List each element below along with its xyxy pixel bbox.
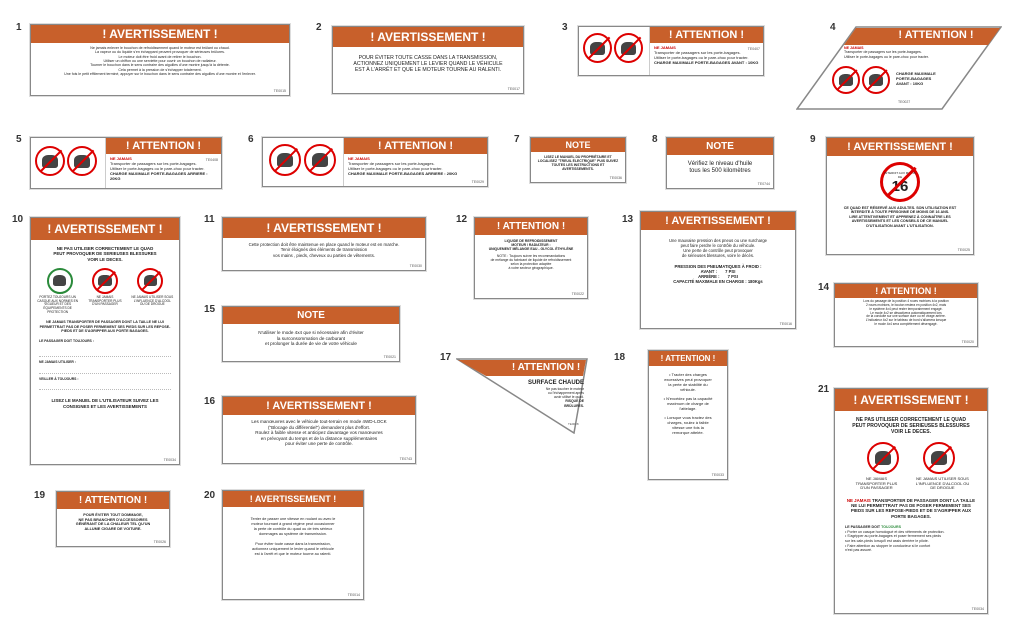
label-text: Ne pas toucher le moteur [545, 387, 584, 392]
label-text: tous les 500 kilomètres [689, 168, 751, 175]
label-number: 2 [316, 22, 322, 33]
label-subheading: VEILLER À TOUJOURS : [39, 376, 79, 381]
label-text: moteur tournant à grand régime peut occasionner [251, 521, 335, 526]
label-text: • Tracter des charges [669, 372, 707, 377]
label-code: TE0034 [163, 458, 176, 462]
label-number: 5 [16, 134, 22, 145]
warning-label-16 [222, 396, 416, 464]
no-passenger-icon [583, 33, 612, 63]
label-text: et prolonger la durée de vie de votre véhicule [265, 341, 357, 346]
label-text: actionnez uniquement le levier quand le véhicule [252, 546, 334, 551]
label-footer: LISEZ LE MANUEL DE L'UTILISATEUR SUIVEZ LES CONSIGNES ET LES AVERTISSEMENTS [51, 398, 159, 410]
warning-label-12 [474, 217, 588, 299]
label-text: Utiliser le porte-bagages ou le pare-choc pour tracter. [654, 55, 749, 60]
label-text: à votre secteur géographique. [508, 266, 554, 271]
label-text: VOIR LE DECES. [890, 429, 931, 435]
label-code: TE0030 [409, 264, 422, 268]
label-text: AVANT : 10KG [896, 80, 924, 86]
label-text: Lors du passage de la position 4 roues motrices à la position [863, 299, 949, 303]
label-code: TE0021 [383, 355, 396, 359]
label-text: la perte de stabilité du [668, 382, 708, 387]
label-text: Utiliser un chiffon ou une serviette pour ouvrir un bouchon de radiateur. [103, 58, 217, 63]
label-text: AVANT : 7 PSI [700, 269, 736, 275]
label-text: peut faire perdre le contrôle du véhicule. [680, 243, 756, 249]
label-number: 4 [830, 22, 836, 33]
no-passenger-icon [269, 144, 301, 176]
label-text: AVERTISSEMENTS ET LES CONSEILS DE CE MANUEL [851, 219, 949, 224]
label-header: ! ATTENTION ! [650, 27, 763, 43]
label-header: ! ATTENTION ! [57, 492, 169, 509]
label-text: NE JAMAIS [654, 45, 676, 50]
label-text: Une perte de contrôle peut provoquer [683, 248, 753, 254]
label-code: TE0744 [757, 182, 770, 186]
label-text: pour éviter une perte de contrôle. [285, 441, 353, 446]
label-text: LISEZ LE MANUEL DU PROPRIÉTAIRE ET [544, 155, 612, 159]
warning-label-1 [30, 24, 290, 96]
label-bullet: • Porter un casque homologué et des vêtements de protection. [845, 529, 945, 534]
label-text: Transporter de passagers sur les porte-bagages. [110, 161, 197, 166]
label-emphasis: NE JAMAIS [846, 497, 871, 503]
no-passenger-icon [92, 268, 118, 294]
warning-label-17 [456, 358, 588, 434]
label-number: 14 [818, 282, 830, 293]
label-code: TE0743 [399, 457, 412, 461]
label-number: 11 [204, 214, 215, 225]
icon-caption: PORTEZ TOUJOURS UN CASQUE AUX NORMES EN VIGUEUR ET DES ÉQUIPEMENTS DE PROTECTION [37, 294, 79, 314]
warning-label-18 [648, 350, 728, 480]
label-text: • Lorsque vous tractez des [664, 415, 712, 420]
label-subheading: LE PASSAGER DOIT [845, 524, 881, 529]
label-text: Ne jamais enlever le bouchon de refroidissement quand le moteur est brûlant ou chaud. [90, 46, 230, 50]
label-text: CE QUAD EST RÉSERVÉ AUX ADULTES. SON UTILISATION EST [843, 206, 957, 210]
label-text: EST À L'ARRÊT ET QUE LE MOTEUR TOURNE AU RALENTI. [354, 67, 502, 74]
label-text: LOCALISEZ "TREUIL ÉLECTRIQUE" PUIS SUIVEZ [537, 159, 619, 164]
label-text: NE JAMAIS [844, 46, 864, 50]
label-code: TE0026 [153, 540, 166, 544]
label-code: TE0015 [273, 89, 286, 93]
label-text: Une fois le petit effilement terminé, appuyer sur le bouchon dans le sens contraire des aiguilles d'une montre et l'enlever. [64, 71, 256, 76]
label-header: ! AVERTISSEMENT ! [223, 397, 415, 415]
label-text: PORTE-BAGAGES [896, 75, 932, 81]
label-text: Vérifiez le niveau d'huile [687, 161, 753, 167]
label-header: ! AVERTISSEMENT ! [333, 27, 523, 47]
label-header: ! ATTENTION ! [106, 138, 221, 154]
label-text: Pour éviter toute casse dans la transmission, [255, 541, 331, 546]
label-text: charges, roulez à faible [667, 420, 709, 425]
warning-label-6 [262, 137, 488, 187]
label-text: Transporter de passagers sur les porte-bagages. [844, 50, 922, 55]
label-text: vos mains , pieds, cheveux ou parties de vêtements. [272, 252, 375, 258]
label-header: ! ATTENTION ! [511, 362, 581, 373]
label-text: PRESSION DES PNEUMATIQUES À FROID : [674, 264, 762, 270]
label-bullet: n'est pas assuré. [845, 548, 873, 553]
warning-label-19 [56, 491, 170, 547]
age-restriction-icon [880, 162, 920, 202]
label-number: 10 [12, 214, 24, 225]
label-text: PEUT PROVOQUER DE SERIEUSES BLESSURES [852, 423, 970, 429]
label-text: Les manœuvres avec le véhicule tout-terrain en mode 4WD-LOCK [251, 419, 387, 424]
label-header: NOTE [223, 307, 399, 324]
warning-label-21 [834, 388, 988, 614]
label-text: Cela permet à la pression de s'échapper totalement. [118, 67, 202, 72]
label-text: la surconsommation de carburant [276, 335, 346, 341]
label-text: Transporter de passagers sur les porte-bagages. [348, 161, 435, 166]
label-text: maximum de charge de [667, 401, 709, 406]
label-text: D'UTILISATION AVANT L'UTILISATION. [866, 223, 934, 228]
label-subheading: LE PASSAGER DOIT TOUJOURS : [39, 339, 94, 344]
label-text: SURFACE CHAUDE [527, 380, 584, 386]
label-text: de la conduite sur une surface dure ou en virage arrière. [866, 314, 946, 319]
label-header: ! AVERTISSEMENT ! [223, 491, 363, 507]
label-paragraph: TRANSPORTER DE PASSAGER DONT LA TAILLE NE LUI PERMETTRAIT PAS DE POSER FERMEMENT SES PIEDS SUR LES REPOSE-PIEDS ET DE S'AGRIPPER AUX PORTE BAGAGES. [850, 497, 976, 519]
no-alcohol-icon [923, 442, 955, 474]
label-number: 19 [34, 490, 46, 501]
label-header: ! AVERTISSEMENT ! [827, 138, 973, 156]
text-lines-placeholder [39, 344, 171, 357]
badge-caption: INTERDIT AUX MOINS DE [884, 171, 916, 179]
label-text: • N'excédez pas la capacité [663, 396, 713, 401]
label-text: l'attelage. [679, 406, 697, 411]
no-passenger-icon [832, 66, 860, 94]
label-number: 1 [16, 22, 22, 33]
label-text: le mode 4x4 sera complètement désengagé. [874, 322, 938, 327]
label-text: remorque attelée. [672, 430, 704, 435]
label-text: de mélange du fabricant de liquide de refroidissement [490, 258, 572, 263]
label-text: Utiliser le porte-bagages ou le pare-choc pour tracter. [348, 166, 443, 171]
helmet-icon [47, 268, 73, 294]
label-text: CHARGE MAXIMALE [896, 71, 936, 76]
warning-label-4 [796, 26, 1002, 110]
label-text: dommages au système de transmission. [259, 531, 327, 536]
label-text: de sérieuses blessures, voire le décès. [681, 253, 755, 259]
warning-label-20 [222, 490, 364, 600]
label-text: avoir utilisé le quad. [554, 395, 584, 400]
label-number: 3 [562, 22, 568, 33]
label-text: selon la protection adaptée [510, 262, 552, 267]
label-number: 15 [204, 304, 216, 315]
label-code: TE0036 [609, 176, 622, 180]
text-lines-placeholder [39, 381, 171, 390]
label-header: ! AVERTISSEMENT ! [31, 218, 179, 240]
label-text: ACTIONNEZ UNIQUEMENT LE LEVIER QUAND LE VÉHICULE [353, 61, 503, 68]
label-text: Le moteur doit être froid avant de retirer le bouchon. [118, 54, 202, 59]
label-header: ! AVERTISSEMENT ! [31, 25, 289, 43]
label-code: TE0020 [961, 340, 974, 344]
label-text: Cette protection doit être maintenue en place quand le moteur est en marche. [248, 242, 400, 247]
no-passenger-icon [867, 442, 899, 474]
label-text: est à l'arrêt et que le moteur tourne au ralenti. [254, 551, 332, 556]
label-text: en prévoyant du temps et de la distance supplémentaires [260, 435, 378, 441]
label-text: NE PAS BRANCHER D'ACCESSOIRES [78, 517, 148, 522]
label-code: TE0408 [205, 158, 218, 162]
label-text: CHARGE MAXIMALE PORTE-BAGAGES ARRIERE : 20KG [348, 171, 458, 176]
label-text: ou l'échappement après [547, 391, 584, 396]
note-label-7 [530, 137, 626, 183]
label-header: ! ATTENTION ! [344, 138, 487, 154]
label-text: Tenter de passer une vitesse en roulant ou avec le [250, 517, 336, 521]
no-passenger-icon [304, 144, 336, 176]
label-number: 8 [652, 134, 658, 145]
label-text: vitesse une fois la [672, 425, 704, 430]
label-text: ARRIÈRE : 7 PSI [698, 274, 738, 280]
label-text: CHARGE MAXIMALE PORTE-BAGAGES AVANT : 10KG [654, 60, 759, 65]
label-code: TE0014 [347, 593, 360, 597]
text-lines-placeholder [39, 365, 171, 374]
label-header: NOTE [667, 138, 773, 155]
label-header: ! ATTENTION ! [475, 218, 587, 235]
label-bullet: • S'agripper au porte-bagages et poser fermement ses pieds [845, 534, 942, 539]
label-code: TE0028 [568, 422, 579, 426]
label-code: TE0022 [571, 292, 584, 296]
label-text: CHARGE MAXIMALE PORTE-BAGAGES ARRIERE : 20KG [110, 171, 208, 181]
label-text: 2 roues motrices, le bouton restera en position 4x2, mais [865, 302, 947, 307]
label-text: NE JAMAIS [110, 156, 132, 161]
label-text: Utiliser le porte-bagages ou le pare-choc pour tracter. [110, 166, 205, 171]
label-subheading: NE JAMAIS UTILISER : [39, 359, 76, 364]
warning-label-14 [834, 283, 978, 347]
label-code: TE0017 [507, 87, 520, 91]
label-text: NE PAS UTILISER CORRECTEMENT LE QUAD [856, 417, 966, 423]
warning-label-5 [30, 137, 222, 189]
warning-label-3 [578, 26, 764, 76]
label-text: POUR ÉVITER TOUT DOMMAGE, [83, 513, 143, 517]
no-passenger-icon [67, 146, 97, 176]
label-text: AVERTISSEMENTS. [562, 167, 594, 172]
label-text: Le mode 4x2 se désactivera automatiquement lors [870, 310, 942, 315]
label-subheading-emphasis: TOUJOURS [881, 524, 901, 529]
label-number: 17 [440, 352, 452, 363]
no-passenger-icon [35, 146, 65, 176]
label-text: LIRE ATTENTIVEMENT ET APPRENEZ À CONNAÎTRE LES [849, 214, 951, 219]
label-text: RISQUE DE [565, 399, 584, 404]
label-code: TE0016 [779, 322, 792, 326]
label-header: ! ATTENTION ! [835, 284, 977, 298]
label-text: UNIQUEMENT MÉLANGE EAU - GLYCOL ÉTHYLÈNE [488, 247, 574, 252]
label-text: NOTE : Toujours suivre les recommandations [496, 254, 566, 259]
label-text: NE PAS UTILISER CORRECTEMENT LE QUAD [56, 246, 154, 251]
label-text: POUR ÉVITER TOUTE CASSE DANS LA TRANSMISSION, [358, 55, 498, 61]
note-label-15 [222, 306, 400, 362]
label-header: ! AVERTISSEMENT ! [223, 218, 425, 238]
label-text: le système 4x4 peut rester temporairement engagé. [869, 306, 943, 311]
warning-label-11 [222, 217, 426, 271]
label-code: TE0407 [747, 47, 760, 51]
label-header: ! AVERTISSEMENT ! [835, 389, 987, 411]
label-header: ! AVERTISSEMENT ! [641, 212, 795, 230]
label-header: ! ATTENTION ! [898, 29, 974, 41]
no-passenger-icon [862, 66, 890, 94]
warning-label-9 [826, 137, 974, 255]
badge-number: 16 [891, 178, 909, 195]
label-text: Utiliser le porte-bagages ou le pare-choc pour tracter. [844, 54, 929, 59]
warning-label-13 [640, 211, 796, 329]
icon-caption: NE JAMAIS UTILISER SOUS L'INFLUENCE D'ALCOOL OU DE DROGUE [131, 294, 174, 307]
label-text: CAPACITÉ MAXIMALE EN CHARGE : 180Kgs [673, 279, 763, 285]
label-number: 13 [622, 214, 634, 225]
label-paragraph: NE JAMAIS TRANSPORTER DE PASSAGER DONT LA TAILLE NE LUI PERMETTRAIT PAS DE POSER FERMEMENT SES PIEDS SUR LES REPOSE-PIEDS ET DE S'AGRIPPER AUX PORTE BAGAGES. [39, 320, 171, 333]
label-text: Une mauvaise pression des pneus ou une surcharge [668, 238, 767, 243]
label-text: INTERDITE À TOUTE PERSONNE DE MOINS DE 16 ANS. [850, 210, 950, 215]
label-text: NE JAMAIS [348, 156, 370, 161]
icon-caption: NE JAMAIS TRANSPORTER PLUS D'UN PASSAGER [88, 294, 122, 307]
label-text: PEUT PROVOQUER DE SERIEUSES BLESSURES [53, 251, 157, 257]
label-number: 12 [456, 214, 468, 225]
label-text: ("Blocage du différentiel") demandent plus d'effort. [267, 424, 371, 430]
label-header: NOTE [531, 138, 625, 152]
label-text: BRÛLURES. [564, 403, 584, 408]
label-text: véhicule. [680, 387, 696, 392]
label-text: TOUTES LES INSTRUCTIONS ET [551, 163, 605, 168]
label-number: 21 [818, 384, 830, 395]
label-text: MOTEUR / RADIATEUR : [511, 243, 551, 248]
label-text: GÉNÉRANT DE LA CHALEUR TEL QU'UN [75, 522, 151, 527]
label-bullet: • Faire attention au stopper le conducteur si le confort [845, 543, 931, 548]
label-text: ALLUME CIGARE DE VOITURE. [84, 526, 142, 531]
label-text: VOIR LE DECES. [87, 256, 123, 262]
label-number: 18 [614, 352, 626, 363]
label-text: excessives peut provoquer [664, 377, 712, 382]
label-number: 9 [810, 134, 816, 145]
label-bullet: sur les cale-pieds lorsqu'il est assis derrière le pilote. [845, 538, 929, 543]
label-code: TE0025 [957, 248, 970, 252]
warning-label-10 [30, 217, 180, 465]
label-code: TE0033 [711, 473, 724, 477]
label-text: Transporter de passagers sur les porte-bagages. [654, 50, 741, 55]
label-text: L'indicateur 4x2 sur le tableau de bord s'allumera lorsque [865, 318, 947, 323]
label-text: Tourner le bouchon dans le sens contraire des aiguilles d'une montre jusqu'à la détente. [90, 63, 230, 68]
no-alcohol-icon [137, 268, 163, 294]
label-text: La vapeur ou du liquide s'en échappant peuvent provoquer de sérieuses brûlures. [95, 50, 225, 55]
warning-label-2 [332, 26, 524, 94]
label-number: 6 [248, 134, 254, 145]
note-label-8 [666, 137, 774, 189]
no-passenger-icon [614, 33, 643, 63]
label-header: ! ATTENTION ! [649, 351, 727, 366]
icon-caption: NE JAMAIS TRANSPORTER PLUS D'UN PASSAGER [855, 476, 898, 491]
label-text: Tenir éloignés des éléments de transmission [280, 247, 368, 253]
label-code: TE0034 [971, 607, 984, 611]
label-number: 7 [514, 134, 520, 145]
label-text: la perte de contrôle du quad ou de très sérieux [253, 526, 333, 531]
label-text: LIQUIDE DE REFROIDISSEMENT [504, 239, 558, 243]
label-number: 16 [204, 396, 216, 407]
label-number: 20 [204, 490, 216, 501]
label-code: TE0029 [471, 180, 484, 184]
icon-caption: NE JAMAIS UTILISER SOUS L'INFLUENCE D'ALCOOL OU DE DROGUE [915, 476, 970, 491]
label-code: TE0027 [898, 100, 911, 104]
label-text: Roulez à faible vitesse et anticipez davantage vos manœuvres [255, 430, 383, 435]
label-text: N'utiliser le mode 4x4 que si nécessaire afin d'éviter [258, 330, 364, 335]
